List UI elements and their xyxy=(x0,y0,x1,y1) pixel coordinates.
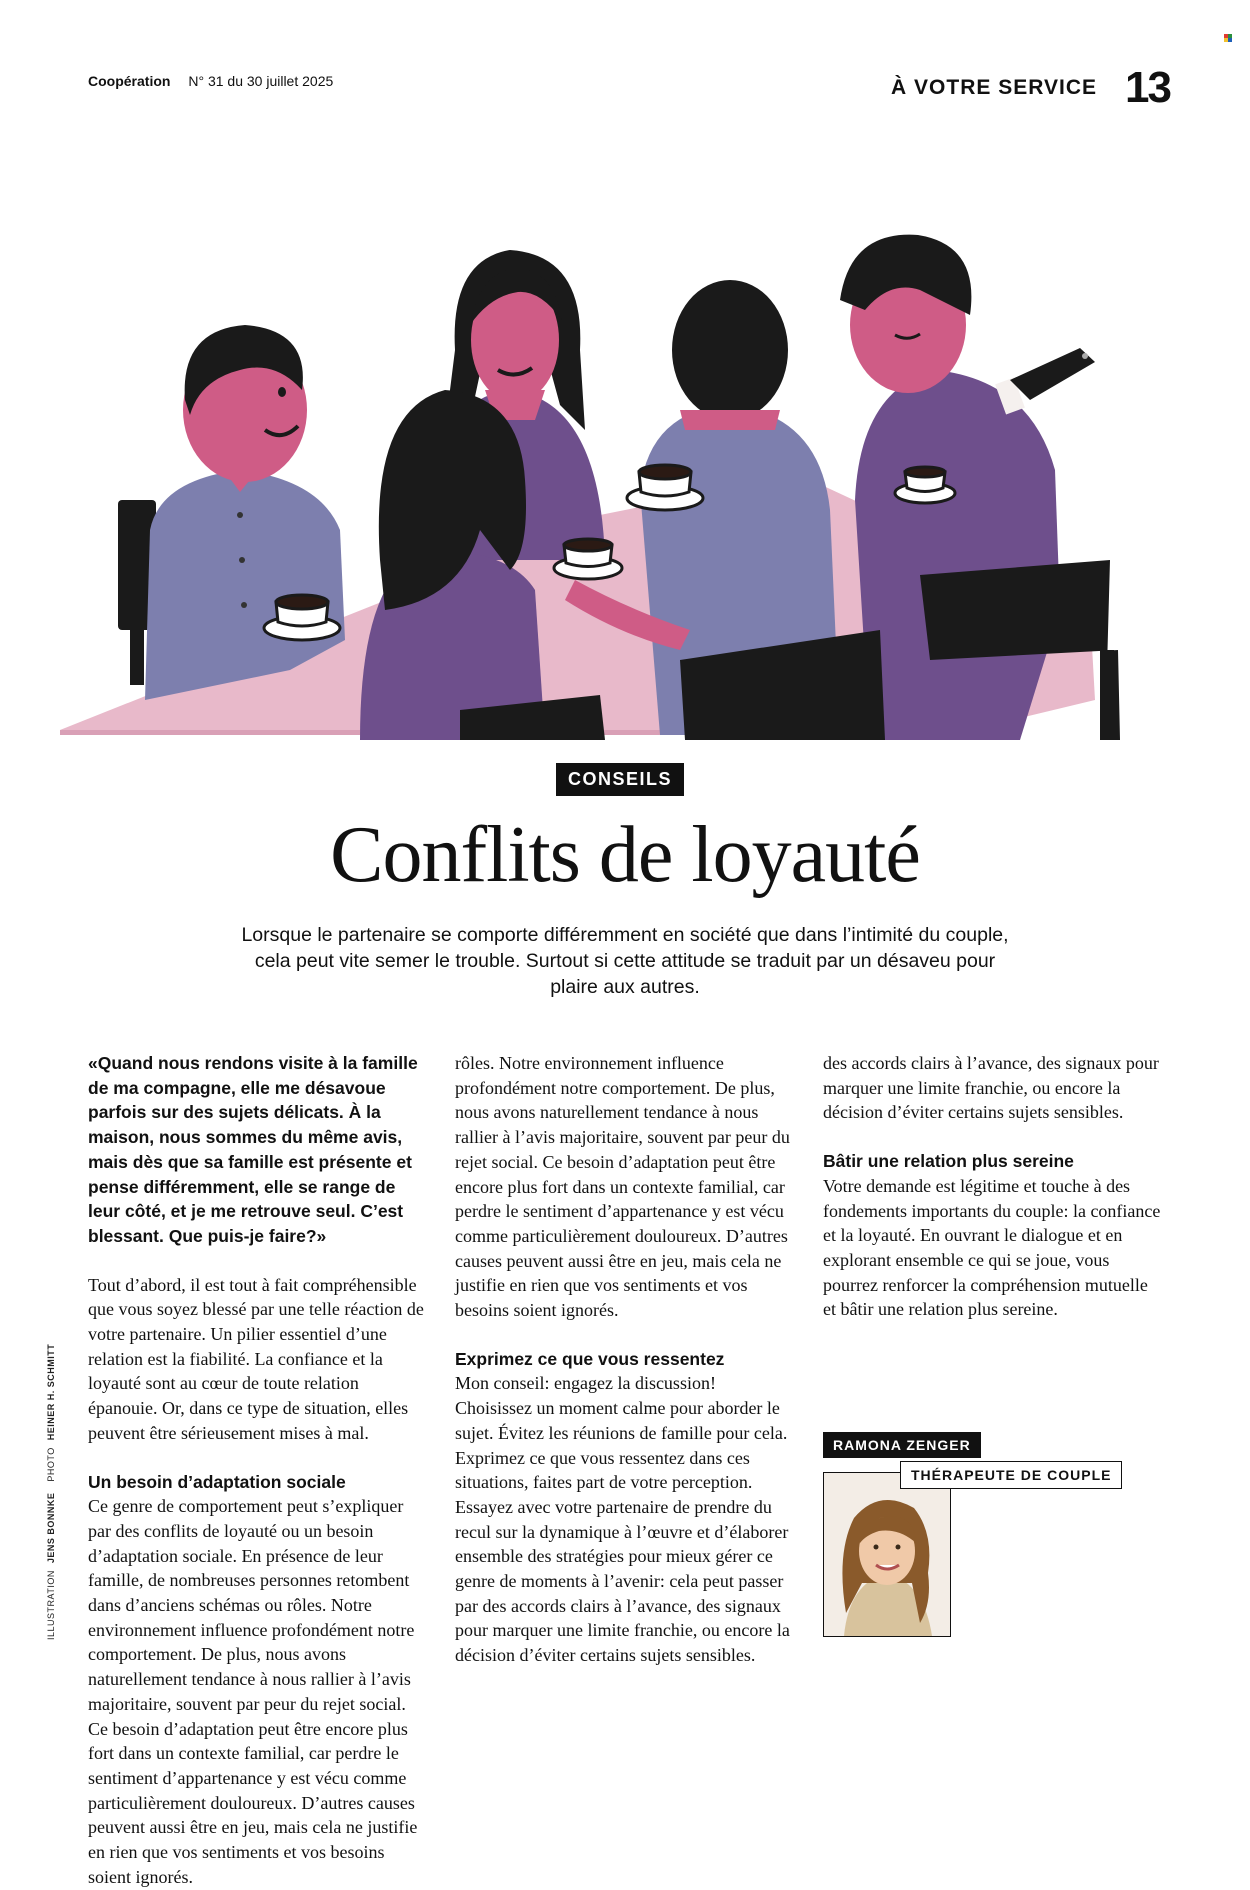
credit-name: JENS BONNKE xyxy=(46,1492,56,1564)
paragraph: Tout d’abord, il est tout à fait compréhensible que vous soyez blessé par une telle réaction de votre partenaire. Un pilier essentiel d’une relation est la fiabilité. La confiance et la loyauté sont au cœur de toute relation épanouie. Or, dans ce type de situation, elles peuvent être sérieusement mises à mal. xyxy=(88,1274,424,1443)
knife-icon xyxy=(995,348,1095,414)
image-credits xyxy=(46,1336,56,1640)
article-title: Conflits de loyauté xyxy=(330,811,920,899)
coffee-cup-icon xyxy=(554,539,622,579)
author-portrait xyxy=(823,1472,951,1637)
author-role: THÉRAPEUTE DE COUPLE xyxy=(900,1461,1122,1489)
page-number: 13 xyxy=(1125,63,1170,112)
credit-name: HEINER H. SCHMITT xyxy=(46,1343,56,1441)
paragraph: Mon conseil: engagez la discussion! Choisissez un moment calme pour aborder le sujet. Évitez les réunions de famille pour cela. Exprimez ce que vous ressentez dans ces situations, faites part de votre perception. Essayez avec votre partenaire de prendre du recul sur la dynamique à l’œuvre et d’élaborer ensemble des stratégies pour mieux gérer ce genre de moments à l’avenir: cela peut passer par des accords clairs à l’avance, des signaux pour marquer une limite franchie, ou encore la décision d’éviter certains sujets sensibles. xyxy=(455,1373,790,1666)
reader-question: «Quand nous rendons visite à la famille de ma compagne, elle me désavoue parfois sur des sujets délicats. À la maison, nous sommes du même avis, mais dès que sa famille est présente et pense différemment, elle se range de leur côté, et je me retrouve seul. C’est blessant. Que puis-je faire?» xyxy=(88,1053,418,1246)
masthead xyxy=(88,73,333,89)
issue-info: N° 31 du 30 juillet 2025 xyxy=(188,73,334,89)
article-lead: Lorsque le partenaire se comporte différemment en société que dans l’intimité du couple, cela peut vite semer le trouble. Surtout si cette attitude se traduit par un désaveu pour plaire aux autres. xyxy=(241,924,1009,998)
section-name: À VOTRE SERVICE xyxy=(891,76,1098,99)
subheading: Bâtir une relation plus sereine xyxy=(823,1151,1074,1172)
kicker-badge: CONSEILS xyxy=(556,763,684,796)
illustration xyxy=(40,230,1210,740)
subheading: Un besoin d’adaptation sociale xyxy=(88,1471,346,1492)
section-header xyxy=(891,63,1170,112)
subheading: Exprimez ce que vous ressentez xyxy=(455,1348,725,1369)
person-man-left xyxy=(145,325,345,700)
paragraph: Votre demande est légitime et touche à des fondements importants du couple: la confiance et la loyauté. En ouvrant le dialogue et en explorant ensemble ce qui se joue, vous pourrez renforcer la compréhension mutuelle et bâtir une relation plus sereine. xyxy=(823,1175,1161,1320)
paragraph: Ce genre de comportement peut s’expliquer par des conflits de loyauté ou un besoin d’adaptation sociale. En présence de leur famille, de nombreuses personnes retombent dans d’anciens schémas ou rôles. Notre environnement influence profondément notre comportement. De plus, nous avons naturellement tendance à nous rallier à l’avis majoritaire, souvent par peur du rejet social. Ce besoin d’adaptation peut être encore plus fort dans un contexte familial, car perdre le sentiment d’appartenance y est vécu comme particulièrement douloureux. D’autres causes peuvent aussi être en jeu, mais cela ne justifie en rien que vos sentiments et vos besoins soient ignorés. xyxy=(88,1496,418,1887)
credit-label: PHOTO xyxy=(46,1447,56,1482)
author-name: RAMONA ZENGER xyxy=(823,1432,981,1458)
paragraph-continued: rôles. Notre environnement influence profondément notre comportement. De plus, nous avons naturellement tendance à nous rallier à l’avis majoritaire, souvent par peur du rejet social. Ce besoin d’adaptation peut être encore plus fort dans un contexte familial, car perdre le sentiment d’appartenance y est vécu comme particulièrement douloureux. D’autres causes peuvent aussi être en jeu, mais cela ne justifie en rien que vos sentiments et vos besoins soient ignorés. xyxy=(455,1053,790,1321)
column-3 xyxy=(823,1051,1165,1322)
paragraph-continued: des accords clairs à l’avance, des signaux pour marquer une limite franchie, ou encore la décision d’éviter certains sujets sensibles. xyxy=(823,1053,1159,1123)
coffee-cup-icon xyxy=(895,467,955,503)
credit-label: ILLUSTRATION xyxy=(46,1570,56,1640)
column-1 xyxy=(88,1051,430,1887)
column-2 xyxy=(455,1051,797,1666)
publication-name: Coopération xyxy=(88,73,171,89)
color-mark-icon xyxy=(1224,34,1232,42)
